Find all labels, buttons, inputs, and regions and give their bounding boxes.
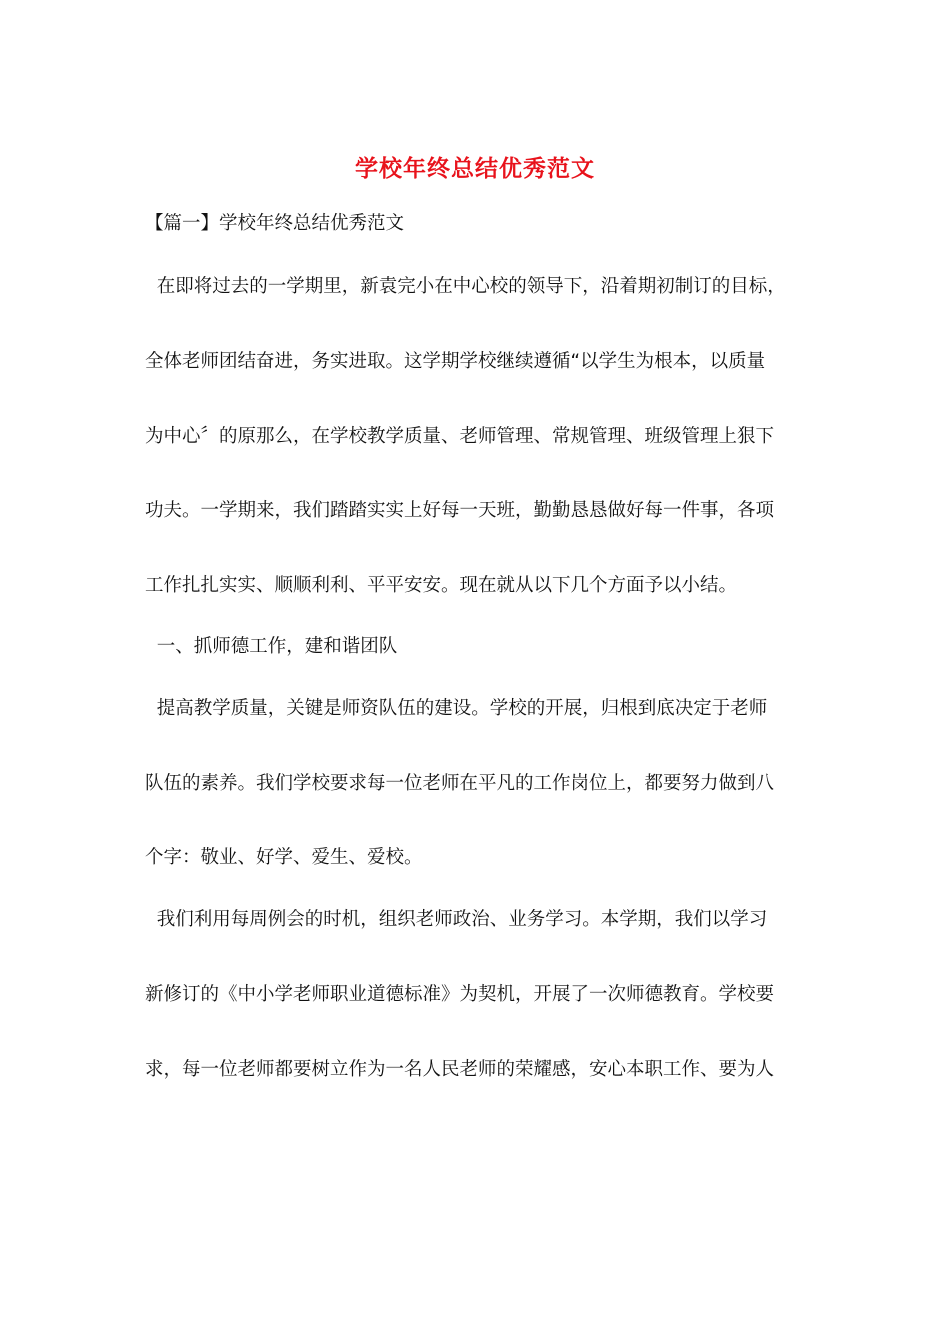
paragraph-line: 求，每一位老师都要树立作为一名人民老师的荣耀感，安心本职工作、要为人 xyxy=(145,1059,775,1080)
paragraph-line: 新修订的《中小学老师职业道德标准》为契机，开展了一次师德教育。学校要 xyxy=(145,984,775,1005)
paragraph-line: 在即将过去的一学期里，新袁完小在中心校的领导下，沿着期初制订的目标， xyxy=(145,276,786,297)
paragraph-line: 队伍的素养。我们学校要求每一位老师在平凡的工作岗位上，都要努力做到八 xyxy=(145,773,775,794)
subsection-heading: 一、抓师德工作，建和谐团队 xyxy=(145,636,398,657)
paragraph-line: 个字：敬业、好学、爱生、爱校。 xyxy=(145,847,423,868)
section-heading: 【篇一】学校年终总结优秀范文 xyxy=(145,213,405,234)
paragraph-line: 功夫。一学期来，我们踏踏实实上好每一天班，勤勤恳恳做好每一件事，各项 xyxy=(145,500,775,521)
paragraph-line: 提高教学质量，关键是师资队伍的建设。学校的开展，归根到底决定于老师 xyxy=(145,698,768,719)
document-title: 学校年终总结优秀范文 xyxy=(355,155,595,182)
paragraph-line: 工作扎扎实实、顺顺利利、平平安安。现在就从以下几个方面予以小结。 xyxy=(145,575,738,596)
paragraph-line: 为中心〞的原那么，在学校教学质量、老师管理、常规管理、班级管理上狠下 xyxy=(145,426,775,447)
paragraph-line: 全体老师团结奋进，务实进取。这学期学校继续遵循“以学生为根本，以质量 xyxy=(145,351,766,372)
paragraph-line: 我们利用每周例会的时机，组织老师政治、业务学习。本学期，我们以学习 xyxy=(145,909,768,930)
